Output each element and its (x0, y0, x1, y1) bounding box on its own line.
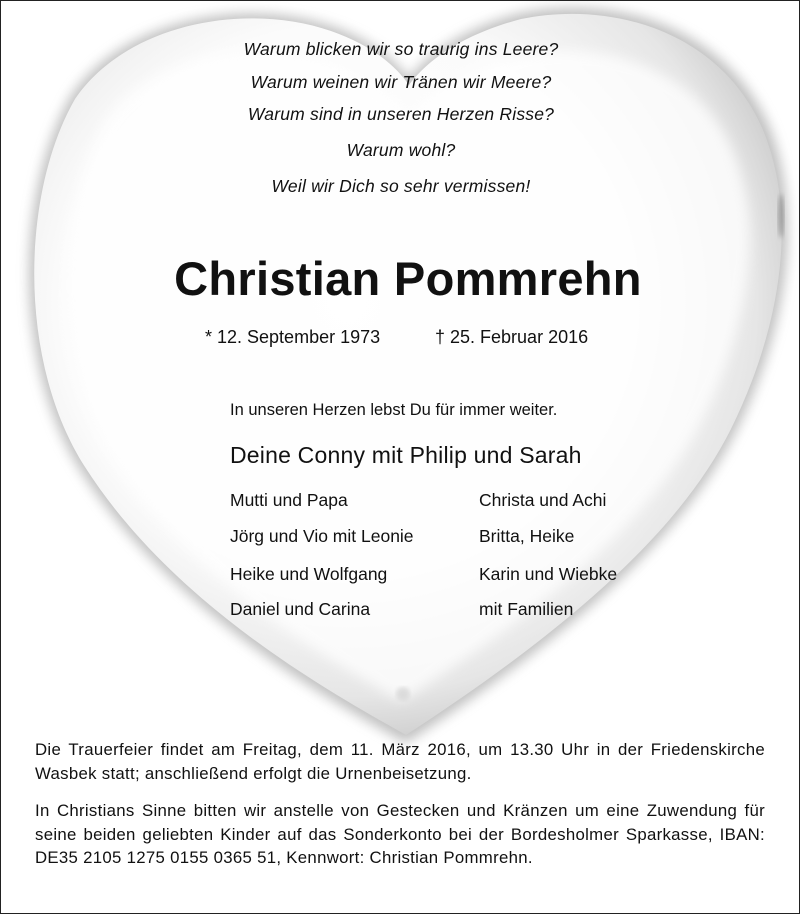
relative-entry: Karin und Wiebke (479, 564, 618, 584)
poem-line: Weil wir Dich so sehr vermissen! (271, 176, 531, 196)
poem-line: Warum wohl? (346, 140, 456, 160)
relative-entry: Britta, Heike (479, 526, 575, 546)
deceased-name: Christian Pommrehn (174, 252, 642, 305)
birth-date: * 12. September 1973 (205, 327, 381, 347)
donation-notice: In Christians Sinne bitten wir anstelle von Gestecken und Kränzen um eine Zuwendung für seine beiden geliebten Kinder auf das Sonderkonto bei der Bordesholmer Sparkasse, IBAN: DE35 2105 1275 0155 0365 51, Kennwort: Christian Pommrehn. (35, 801, 765, 867)
relative-entry: Daniel und Carina (230, 599, 371, 619)
family-line: Deine Conny mit Philip und Sarah (230, 442, 582, 468)
poem-line: Warum blicken wir so traurig ins Leere? (243, 39, 559, 59)
relative-entry: Christa und Achi (479, 490, 607, 510)
ceremony-notice: Die Trauerfeier findet am Freitag, dem 11. März 2016, um 13.30 Uhr in der Friedenskirche Wasbek statt; anschließend erfolgt die Urnenbeisetzung. (35, 740, 765, 783)
relative-entry: mit Familien (479, 599, 574, 619)
motto-text: In unseren Herzen lebst Du für immer weiter. (230, 401, 558, 419)
poem-line: Warum sind in unseren Herzen Risse? (247, 104, 555, 124)
relative-entry: Mutti und Papa (230, 490, 348, 510)
relative-entry: Heike und Wolfgang (230, 564, 388, 584)
relative-entry: Jörg und Vio mit Leonie (230, 526, 414, 546)
poem-line: Warum weinen wir Tränen wir Meere? (250, 72, 552, 92)
death-date: † 25. Februar 2016 (435, 327, 589, 347)
